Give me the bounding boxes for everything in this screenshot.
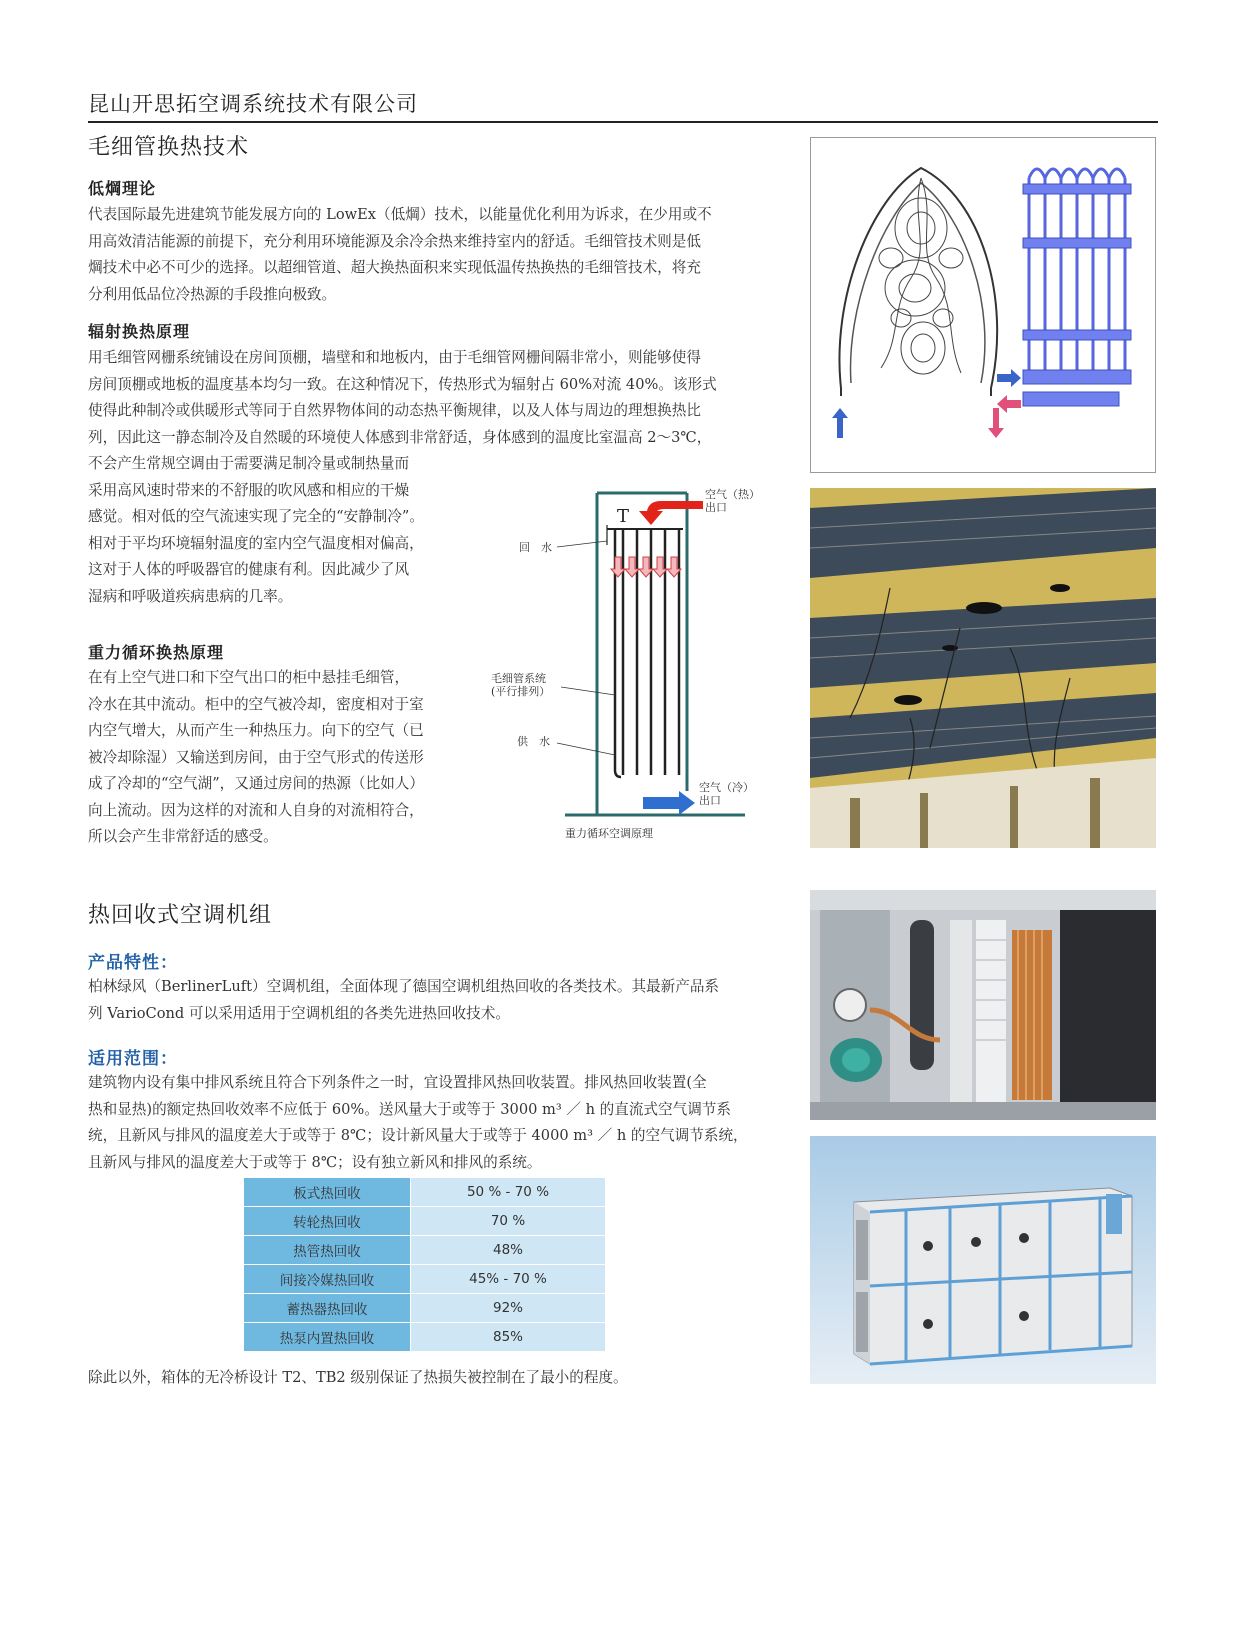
text-line: 冷水在其中流动。柜中的空气被冷却，密度相对于室 [88, 695, 424, 713]
text-line: 房间顶棚或地板的温度基本均匀一致。在这种情况下，传热形式为辐射占 60%对流 40%。该形式 [88, 375, 717, 393]
heading-scope: 适用范围： [88, 1049, 178, 1069]
text-line: 使得此种制冷或供暖形式等同于自然界物体间的动态热平衡规律，以及人体与周边的理想换热比 [88, 402, 701, 419]
label-air-hot-outlet: 空气（热） [705, 488, 760, 501]
paragraph-gravity [88, 665, 468, 851]
table-row [244, 1236, 605, 1265]
table-row [244, 1265, 605, 1294]
table-cell-efficiency: 70 % [411, 1207, 606, 1236]
heading-gravity: 重力循环换热原理 [88, 643, 225, 662]
text-line: 建筑物内设有集中排风系统且符合下列条件之一时，宜设置排风热回收装置。排风热回收装置(全 [88, 1074, 707, 1091]
text-line: 内空气增大，从而产生一种热压力。向下的空气（已 [88, 722, 424, 739]
text-line: 感觉。相对低的空气流速实现了完全的“安静制冷”。 [88, 508, 424, 525]
text-line: 这对于人体的呼吸器官的健康有利。因此减少了风 [88, 561, 410, 578]
text-line: 统，且新风与排风的温度差大于或等于 8℃；设计新风量大于或等于 4000 m³ ／ h 的空气调节系统， [88, 1127, 748, 1144]
text-line: 且新风与排风的温度差大于或等于 8℃；设有独立新风和排风的系统。 [88, 1153, 542, 1171]
ahu-body [854, 1188, 1132, 1364]
arrow-down-icon [988, 408, 1004, 438]
table-cell-efficiency: 92% [411, 1294, 606, 1323]
text-line: 在有上空气进口和下空气出口的柜中悬挂毛细管， [88, 669, 410, 686]
table-cell-efficiency: 85% [411, 1323, 606, 1352]
header-rule [88, 121, 1158, 123]
label-capillary-system: 毛细管系统 [491, 672, 546, 685]
text-line: 焵技术中必不可少的选择。以超细管道、超大换热面积来实现低温传热换热的毛细管技术，将充 [88, 259, 701, 276]
text-line: 列 VarioCond 可以采用适用于空调机组的各类先进热回收技术。 [88, 1004, 510, 1022]
text-line: 相对于平均环境辐射温度的室内空气温度相对偏高， [88, 534, 424, 552]
diagram-caption: 重力循环空调原理 [565, 827, 653, 840]
hot-air-arrow-icon [639, 501, 703, 525]
text-line: 列，因此这一静态制冷及自然暖的环境使人体感到非常舒适，身体感到的温度比室温高 2～3℃， [88, 428, 712, 446]
heading-radiant: 辐射换热原理 [88, 322, 191, 341]
text-line: 用毛细管网栅系统铺设在房间顶棚，墙壁和和地板内，由于毛细管网栅间隔非常小，则能够使得 [88, 349, 701, 366]
table-cell-type: 蓄热器热回收 [244, 1294, 411, 1323]
paragraph-scope [88, 1070, 764, 1176]
ahu-unit-photo [810, 1136, 1156, 1384]
table-cell-type: 热泵内置热回收 [244, 1323, 411, 1352]
label-capillary-parallel: (平行排列） [491, 685, 551, 698]
text-line: 所以会产生非常舒适的感受。 [88, 828, 278, 845]
company-name: 昆山开思拓空调系统技术有限公司 [88, 92, 418, 116]
table-row [244, 1207, 605, 1236]
table-cell-type: 间接冷媒热回收 [244, 1265, 411, 1294]
table-row [244, 1178, 605, 1207]
label-air-hot-outlet-2: 出口 [705, 501, 727, 514]
heat-recovery-table [244, 1178, 605, 1352]
text-line: 向上流动。因为这样的对流和人自身的对流相符合， [88, 801, 424, 819]
downflow-arrows-icon [611, 557, 681, 577]
arrow-up-icon [832, 408, 848, 438]
arrow-left-icon [997, 395, 1021, 413]
label-air-cold-outlet: 空气（冷） [699, 781, 754, 794]
text-line: 热和显热)的额定热回收效率不应低于 60%。送风量大于或等于 3000 m³ ／ h 的直流式空气调节系 [88, 1100, 731, 1118]
heading-lowex: 低焵理论 [88, 179, 157, 198]
heading-features: 产品特性： [88, 953, 178, 973]
capillary-mat [1029, 169, 1125, 378]
arrow-right-icon [997, 369, 1021, 387]
label-supply-water: 供 水 [517, 735, 550, 748]
text-line: 湿病和呼吸道疾病患病的几率。 [88, 587, 293, 605]
table-cell-type: 转轮热回收 [244, 1207, 411, 1236]
text-line: 采用高风速时带来的不舒服的吹风感和相应的干燥 [88, 481, 410, 499]
paragraph-features [88, 974, 764, 1027]
table-cell-efficiency: 50 % - 70 % [411, 1178, 606, 1207]
text-line: 成了冷却的“空气湖”，又通过房间的热源（比如人） [88, 775, 424, 792]
paragraph-lowex [88, 202, 764, 308]
text-line: 被冷却除湿）又输送到房间，由于空气形式的传送形 [88, 748, 424, 766]
table-cell-type: 板式热回收 [244, 1178, 411, 1207]
label-return-water: 回 水 [519, 541, 552, 554]
section-title-heat-recovery: 热回收式空调机组 [88, 903, 273, 928]
text-line: 代表国际最先进建筑节能发展方向的 LowEx（低焵）技术，以能量优化利用为诉求，在少用或不 [88, 206, 712, 223]
diagram-t-label: T [617, 506, 630, 527]
gravity-circulation-diagram [491, 485, 795, 845]
ceiling-installation-photo [810, 488, 1156, 848]
final-note: 除此以外，箱体的无冷桥设计 T2、TB2 级别保证了热损失被控制在了最小的程度。 [88, 1369, 628, 1386]
table-cell-efficiency: 48% [411, 1236, 606, 1265]
table-cell-type: 热管热回收 [244, 1236, 411, 1265]
text-line: 分利用低品位冷热源的手段推向极致。 [88, 285, 337, 303]
text-line: 柏林绿风（BerlinerLuft）空调机组，全面体现了德国空调机组热回收的各类技术。其最新产品系 [88, 978, 720, 995]
text-line: 不会产生常规空调由于需要满足制冷量或制热量而 [88, 455, 410, 472]
capillary-illustration [810, 137, 1156, 473]
table-row [244, 1294, 605, 1323]
table-cell-efficiency: 45% - 70 % [411, 1265, 606, 1294]
unit-interior-photo [810, 890, 1156, 1120]
cold-air-arrow-icon [643, 791, 695, 815]
section-title-capillary: 毛细管换热技术 [88, 135, 250, 160]
label-air-cold-outlet-2: 出口 [699, 794, 721, 807]
table-row [244, 1323, 605, 1352]
text-line: 用高效清洁能源的前提下，充分利用环境能源及余冷余热来维持室内的舒适。毛细管技术则是低 [88, 232, 701, 250]
